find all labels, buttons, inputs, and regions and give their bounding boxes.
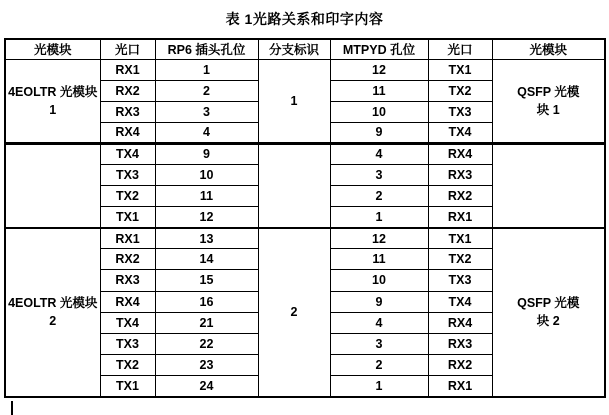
port-left-cell: RX2 xyxy=(100,249,155,270)
port-right-cell: RX1 xyxy=(428,375,492,396)
rp6-hole-cell: 2 xyxy=(155,80,258,101)
port-left-cell: RX3 xyxy=(100,270,155,291)
port-left-cell: TX4 xyxy=(100,312,155,333)
port-left-cell: RX2 xyxy=(100,80,155,101)
module-line: 4EOLTR 光模块 xyxy=(8,296,98,311)
right-module-cell xyxy=(492,228,605,397)
port-left-cell: TX1 xyxy=(100,375,155,396)
mtpyd-hole-cell: 3 xyxy=(330,333,428,354)
port-left-cell: TX4 xyxy=(100,143,155,164)
port-left-cell: TX1 xyxy=(100,207,155,228)
left-module-cell xyxy=(5,228,100,397)
module-line: QSFP 光模 xyxy=(517,84,580,99)
port-left-cell: RX3 xyxy=(100,101,155,122)
port-left-cell: TX2 xyxy=(100,354,155,375)
rp6-hole-cell: 15 xyxy=(155,270,258,291)
port-left-cell: TX3 xyxy=(100,164,155,185)
rp6-hole-cell: 10 xyxy=(155,164,258,185)
module-line: 块 1 xyxy=(536,102,560,117)
rp6-hole-cell: 3 xyxy=(155,101,258,122)
module-line: QSFP 光模 xyxy=(517,296,580,311)
branch-id-cell: 1 xyxy=(258,59,330,143)
port-right-cell: TX4 xyxy=(428,291,492,312)
port-right-cell: TX1 xyxy=(428,59,492,80)
port-left-cell: RX1 xyxy=(100,228,155,249)
header-row xyxy=(5,39,605,59)
mtpyd-hole-cell: 10 xyxy=(330,101,428,122)
mtpyd-hole-cell: 2 xyxy=(330,354,428,375)
mtpyd-hole-cell: 3 xyxy=(330,164,428,185)
rp6-hole-cell: 24 xyxy=(155,375,258,396)
port-right-cell: RX4 xyxy=(428,143,492,164)
rp6-hole-cell: 16 xyxy=(155,291,258,312)
mtpyd-hole-cell: 9 xyxy=(330,122,428,143)
header-branch-id: 分支标识 xyxy=(258,39,330,59)
header-left-port: 光口 xyxy=(100,39,155,59)
mtpyd-hole-cell: 11 xyxy=(330,80,428,101)
header-left-module: 光模块 xyxy=(5,39,100,59)
header-right-module: 光模块 xyxy=(492,39,605,59)
rp6-hole-cell: 11 xyxy=(155,186,258,207)
header-rp6-hole: RP6 插头孔位 xyxy=(155,39,258,59)
mtpyd-hole-cell: 4 xyxy=(330,312,428,333)
module-line: 1 xyxy=(49,102,57,117)
rp6-hole-cell: 4 xyxy=(155,122,258,143)
mtpyd-hole-cell: 12 xyxy=(330,228,428,249)
module-line: 2 xyxy=(49,314,57,329)
port-right-cell: TX3 xyxy=(428,270,492,291)
rp6-hole-cell: 13 xyxy=(155,228,258,249)
rp6-hole-cell: 22 xyxy=(155,333,258,354)
left-module-cell xyxy=(5,59,100,143)
right-module-cell xyxy=(492,59,605,143)
port-right-cell: TX4 xyxy=(428,122,492,143)
rp6-hole-cell: 1 xyxy=(155,59,258,80)
header-mtpyd-hole: MTPYD 孔位 xyxy=(330,39,428,59)
port-left-cell: TX3 xyxy=(100,333,155,354)
port-right-cell: TX3 xyxy=(428,101,492,122)
optical-path-table xyxy=(4,38,606,398)
mtpyd-hole-cell: 10 xyxy=(330,270,428,291)
mtpyd-hole-cell: 12 xyxy=(330,59,428,80)
mtpyd-hole-cell: 11 xyxy=(330,249,428,270)
port-right-cell: RX1 xyxy=(428,207,492,228)
port-left-cell: RX4 xyxy=(100,291,155,312)
mtpyd-hole-cell: 9 xyxy=(330,291,428,312)
mtpyd-hole-cell: 2 xyxy=(330,186,428,207)
module-line: 块 2 xyxy=(536,314,560,329)
module-line: 4EOLTR 光模块 xyxy=(8,84,98,99)
port-left-cell: RX1 xyxy=(100,59,155,80)
rp6-hole-cell: 9 xyxy=(155,143,258,164)
port-right-cell: RX2 xyxy=(428,186,492,207)
table-row xyxy=(5,59,605,80)
table-row xyxy=(5,228,605,249)
table-row xyxy=(5,143,605,164)
rp6-hole-cell: 21 xyxy=(155,312,258,333)
rp6-hole-cell: 14 xyxy=(155,249,258,270)
branch-id-cell: 2 xyxy=(258,228,330,397)
right-module-cell xyxy=(492,143,605,227)
port-right-cell: RX4 xyxy=(428,312,492,333)
port-right-cell: TX2 xyxy=(428,80,492,101)
mtpyd-hole-cell: 4 xyxy=(330,143,428,164)
rp6-hole-cell: 12 xyxy=(155,207,258,228)
port-right-cell: TX2 xyxy=(428,249,492,270)
port-right-cell: RX3 xyxy=(428,164,492,185)
mtpyd-hole-cell: 1 xyxy=(330,375,428,396)
left-module-cell xyxy=(5,143,100,227)
port-right-cell: TX1 xyxy=(428,228,492,249)
rp6-hole-cell: 23 xyxy=(155,354,258,375)
table-continuation-line xyxy=(11,401,13,415)
branch-id-cell xyxy=(258,143,330,227)
mtpyd-hole-cell: 1 xyxy=(330,207,428,228)
header-right-port: 光口 xyxy=(428,39,492,59)
table-title: 表 1光路关系和印字内容 xyxy=(225,11,384,27)
port-right-cell: RX3 xyxy=(428,333,492,354)
port-left-cell: TX2 xyxy=(100,186,155,207)
port-left-cell: RX4 xyxy=(100,122,155,143)
port-right-cell: RX2 xyxy=(428,354,492,375)
